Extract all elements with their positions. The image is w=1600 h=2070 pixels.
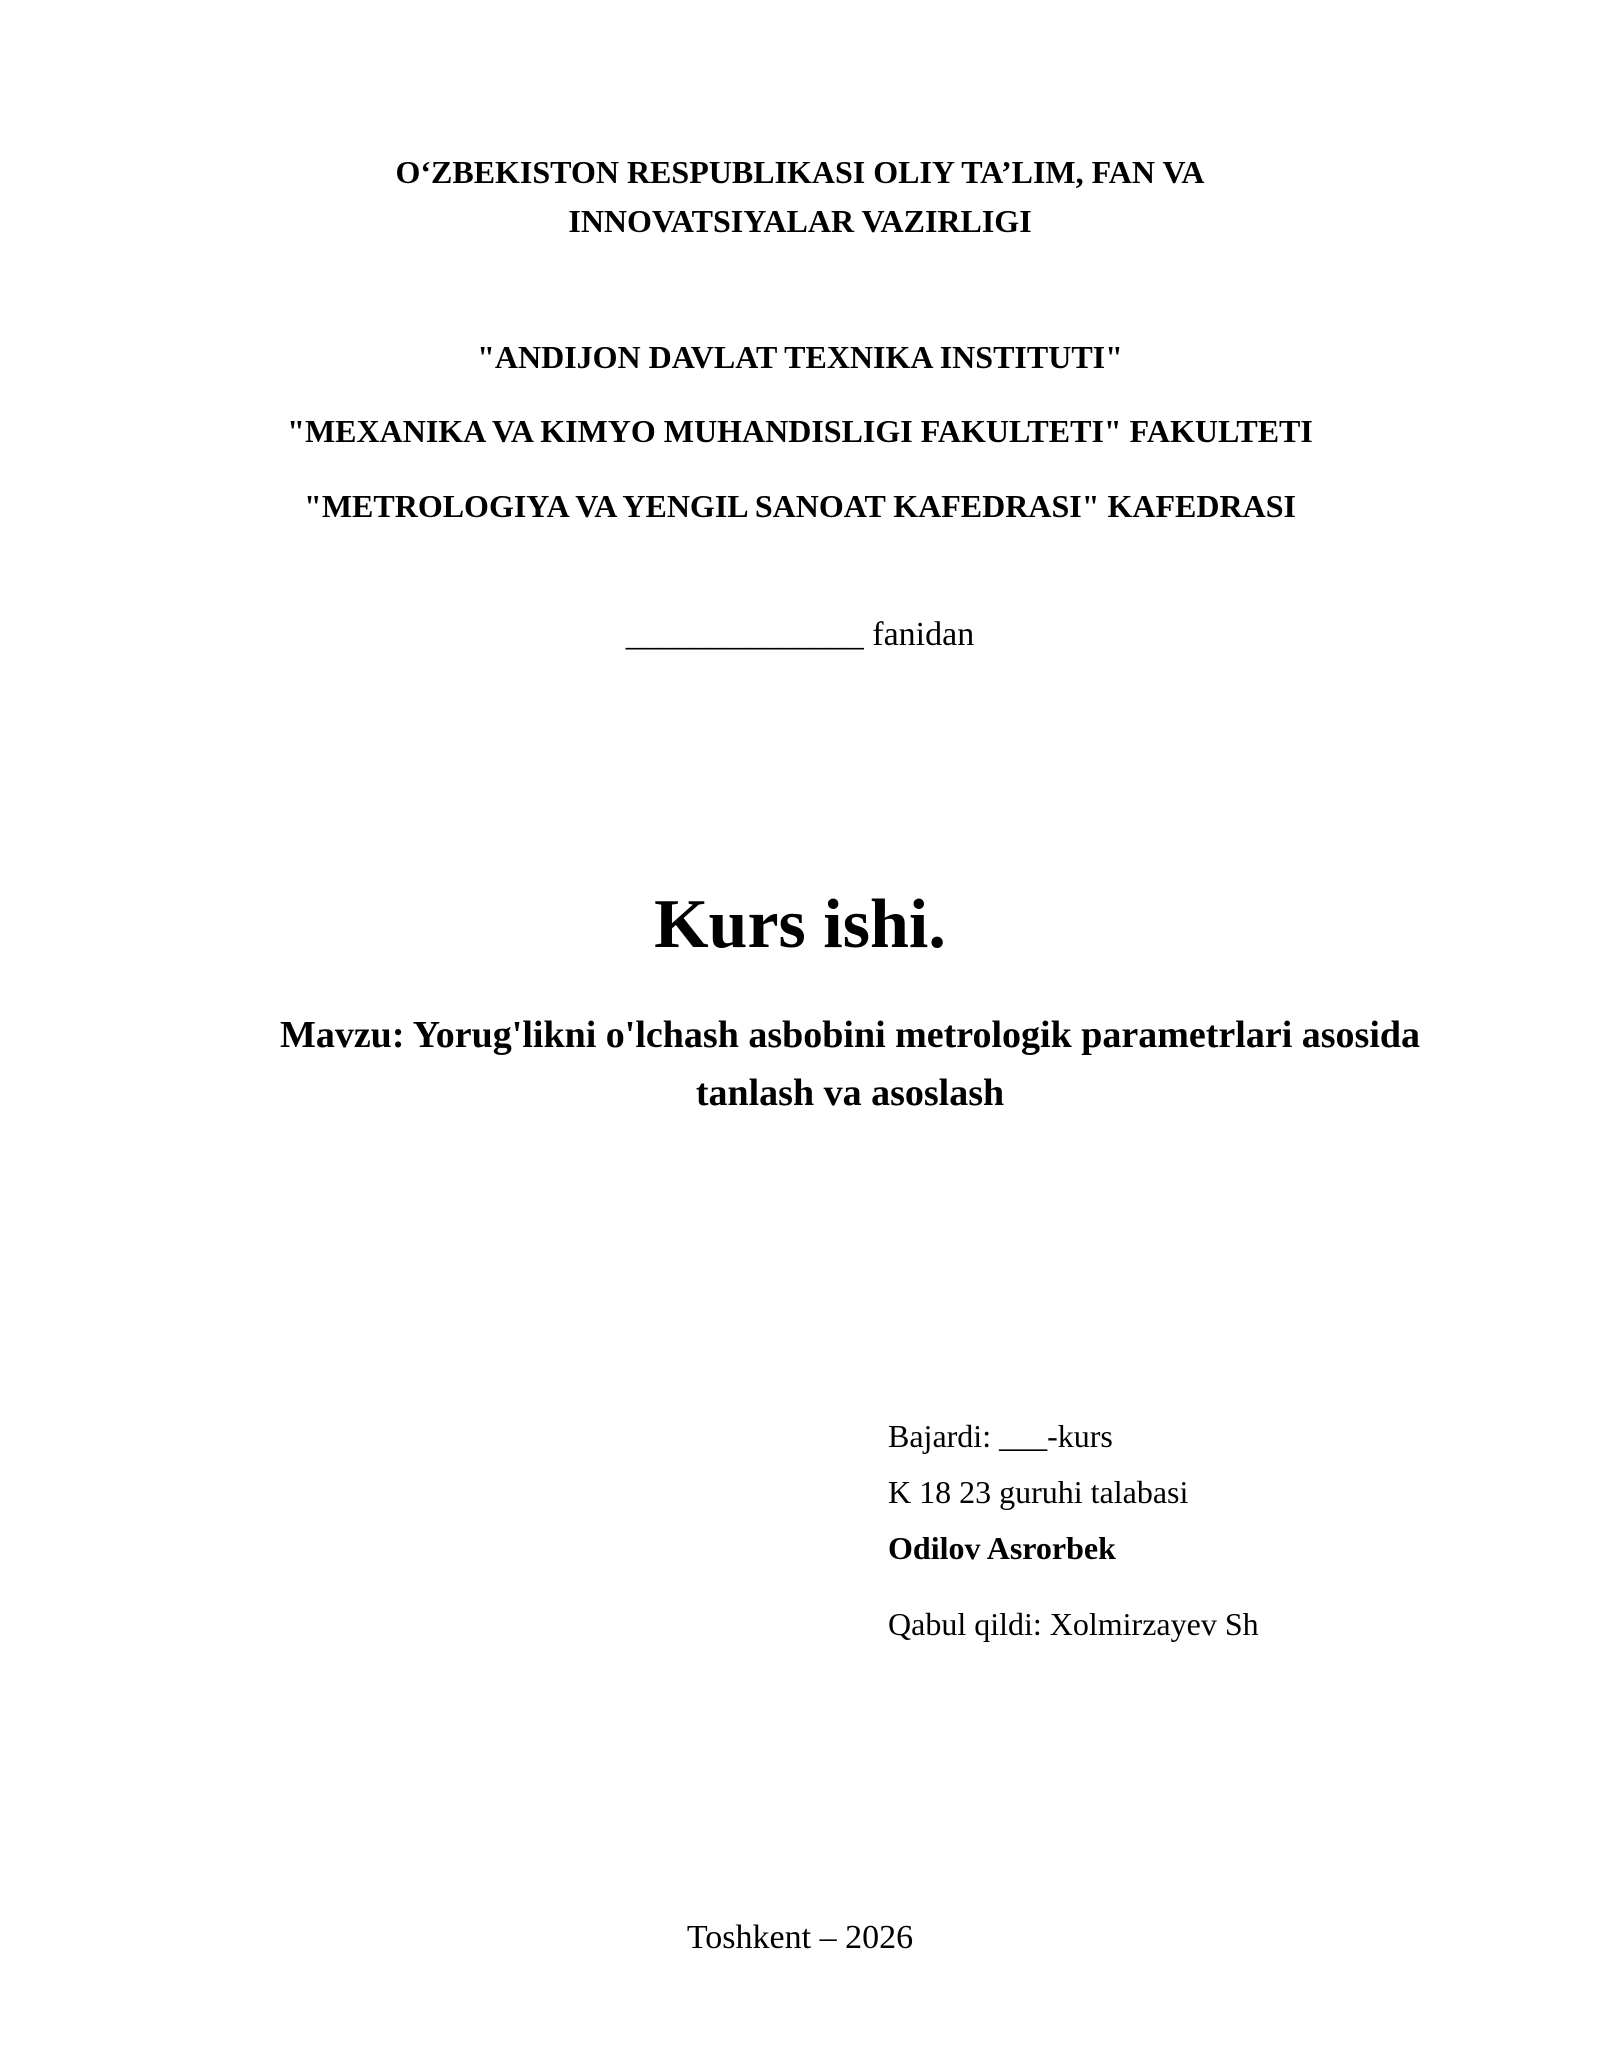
document-title: Kurs ishi. (654, 886, 946, 963)
ministry-line-1: O‘ZBEKISTON RESPUBLIKASI OLIY TA’LIM, FAN VA (395, 154, 1205, 190)
department-name: "METROLOGIYA VA YENGIL SANOAT KAFEDRASI" KAFEDRASI (304, 488, 1296, 524)
city-year: Toshkent – 2026 (686, 1919, 914, 1956)
subject-suffix: fanidan (872, 616, 975, 653)
student-group: K 18 23 guruhi talabasi (888, 1474, 1189, 1510)
ministry-line-2: INNOVATSIYALAR VAZIRLIGI (568, 203, 1032, 239)
ministry-heading (0, 148, 1600, 246)
topic-heading (200, 1006, 1500, 1122)
accepted-by: Qabul qildi: Xolmirzayev Sh (888, 1606, 1259, 1642)
student-info-block (888, 1408, 1259, 1652)
faculty-name: "MEXANIKA VA KIMYO MUHANDISLIGI FAKULTETI" FAKULTETI (287, 413, 1313, 449)
performed-by: Bajardi: ___-kurs (888, 1418, 1113, 1454)
student-name: Odilov Asrorbek (888, 1530, 1116, 1566)
topic-line-2: tanlash va asoslash (695, 1072, 1005, 1114)
subject-line (0, 615, 1600, 655)
institute-name: "ANDIJON DAVLAT TEXNIKA INSTITUTI" (477, 339, 1123, 375)
subject-blank: ______________ (625, 616, 864, 653)
topic-line-1: Mavzu: Yorug'likni o'lchash asbobini metrologik parametrlari asosida (279, 1014, 1421, 1056)
